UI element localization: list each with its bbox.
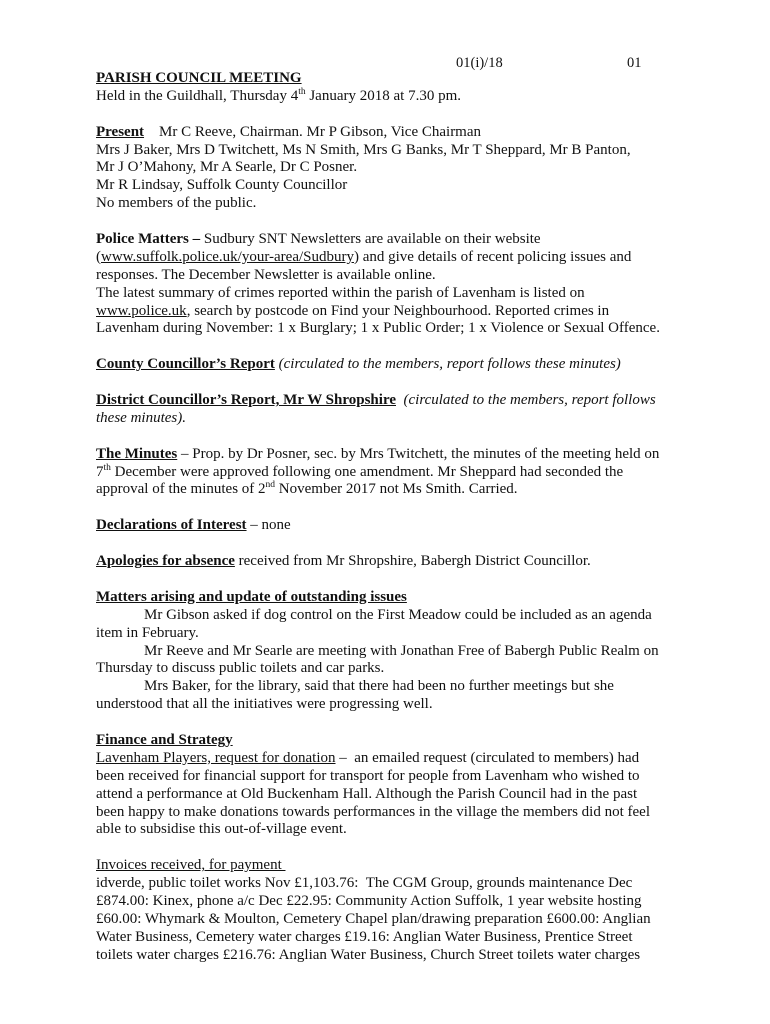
present-section [96,124,736,213]
invoices-text: Water Business, Cemetery water charges £19.16: Anglian Water Business, Prentice Street [96,928,633,945]
police-text: ( [96,248,101,265]
held-ordinal: th [298,86,306,97]
county-report-note: (circulated to the members, report follows these minutes) [274,356,621,373]
declarations-heading: Declarations of Interest [96,517,247,534]
police-uk-link[interactable]: www.police.uk [96,302,187,319]
invoices-text: £874.00: Kinex, phone a/c Dec £22.95: Community Action Suffolk, 1 year website hosting [96,892,642,909]
donation-text: – an emailed request (circulated to members) had [335,749,640,766]
page-number: 01 [627,55,642,71]
present-line: Mr R Lindsay, Suffolk County Councillor [96,177,348,194]
police-section [96,231,736,338]
invoices-section [96,857,736,964]
minutes-text: November 2017 not Ms Smith. Carried. [275,481,518,498]
district-report-section [96,392,736,428]
apologies-section [96,553,736,571]
donation-text: attend a performance at Old Buckenham Hall. Although the Parish Council had in the past [96,785,638,802]
apologies-heading: Apologies for absence [96,553,235,570]
matters-arising-heading: Matters arising and update of outstanding issues [96,588,407,605]
district-report-heading: District Councillor’s Report, Mr W Shropshire [96,392,396,409]
present-line: Mr J O’Mahony, Mr A Searle, Dr C Posner. [96,159,358,176]
invoices-subheading: Invoices received, for payment [96,857,286,874]
donation-text: been received for financial support for transport for people from Lavenham who wished to [96,767,640,784]
held-text: Held in the Guildhall, Thursday 4 [96,87,299,104]
minutes-ordinal: nd [265,480,276,491]
matters-arising-text: Mr Gibson asked if dog control on the First Meadow could be included as an agenda [144,606,652,623]
police-text: Lavenham during November: 1 x Burglary; 1 x Public Order; 1 x Violence or Sexual Offence. [96,320,660,337]
donation-subheading: Lavenham Players, request for donation [96,749,336,766]
invoices-text: £60.00: Whymark & Moulton, Cemetery Chapel plan/drawing preparation £600.00: Anglian [96,910,651,927]
minutes-text: December were approved following one amendment. Mr Sheppard had seconded the [110,463,624,480]
meeting-title-block [96,70,736,106]
minutes-text: approval of the minutes of 2 [96,481,266,498]
meeting-held-line [96,88,736,106]
minutes-text: 7 [96,463,104,480]
police-text: , search by postcode on Find your Neighbourhood. Reported crimes in [186,302,610,319]
district-report-note: these minutes). [96,409,186,426]
police-text: ) and give details of recent policing issues and [353,248,632,265]
suffolk-police-link[interactable]: www.suffolk.police.uk/your-area/Sudbury [101,248,354,265]
present-heading: Present [96,123,145,140]
county-report-section [96,356,736,374]
document-body [96,70,736,965]
meeting-title: PARISH COUNCIL MEETING [96,70,302,86]
donation-text: able to subsidise this out-of-village event. [96,821,347,838]
police-heading: Police Matters – [96,231,201,248]
matters-arising-text: Thursday to discuss public toilets and car parks. [96,660,385,677]
minutes-heading: The Minutes [96,445,178,462]
minute-reference: 01(i)/18 [456,55,503,71]
matters-arising-text: Mr Reeve and Mr Searle are meeting with Jonathan Free of Babergh Public Realm on [144,642,659,659]
district-report-note: (circulated to the members, report follows [396,392,656,409]
finance-section [96,732,736,839]
police-text: The latest summary of crimes reported within the parish of Lavenham is listed on [96,284,585,301]
matters-arising-text: Mrs Baker, for the library, said that there had been no further meetings but she [144,678,614,695]
invoices-text: toilets water charges £216.76: Anglian Water Business, Church Street toilets water charges [96,946,641,963]
minutes-text: – Prop. by Dr Posner, sec. by Mrs Twitchett, the minutes of the meeting held on [177,445,660,462]
declarations-section [96,517,736,535]
police-text: responses. The December Newsletter is available online. [96,266,436,283]
invoices-text: idverde, public toilet works Nov £1,103.76: The CGM Group, grounds maintenance Dec [96,875,633,892]
apologies-text: received from Mr Shropshire, Babergh District Councillor. [234,553,591,570]
minutes-section [96,446,736,500]
donation-text: been happy to make donations towards performances in the village the members did not feel [96,803,650,820]
matters-arising-text: understood that all the initiatives were progressing well. [96,696,433,713]
minutes-ordinal: th [103,462,111,473]
police-text: Sudbury SNT Newsletters are available on their website [200,231,541,248]
present-line: Mrs J Baker, Mrs D Twitchett, Ms N Smith, Mrs G Banks, Mr T Sheppard, Mr B Panton, [96,141,631,158]
present-line: No members of the public. [96,195,257,212]
present-line: Mr C Reeve, Chairman. Mr P Gibson, Vice Chairman [159,123,482,140]
held-text-rest: January 2018 at 7.30 pm. [305,87,461,104]
declarations-text: – none [246,517,291,534]
matters-arising-text: item in February. [96,624,199,641]
county-report-heading: County Councillor’s Report [96,356,275,373]
matters-arising-section [96,589,736,714]
finance-heading: Finance and Strategy [96,731,233,748]
